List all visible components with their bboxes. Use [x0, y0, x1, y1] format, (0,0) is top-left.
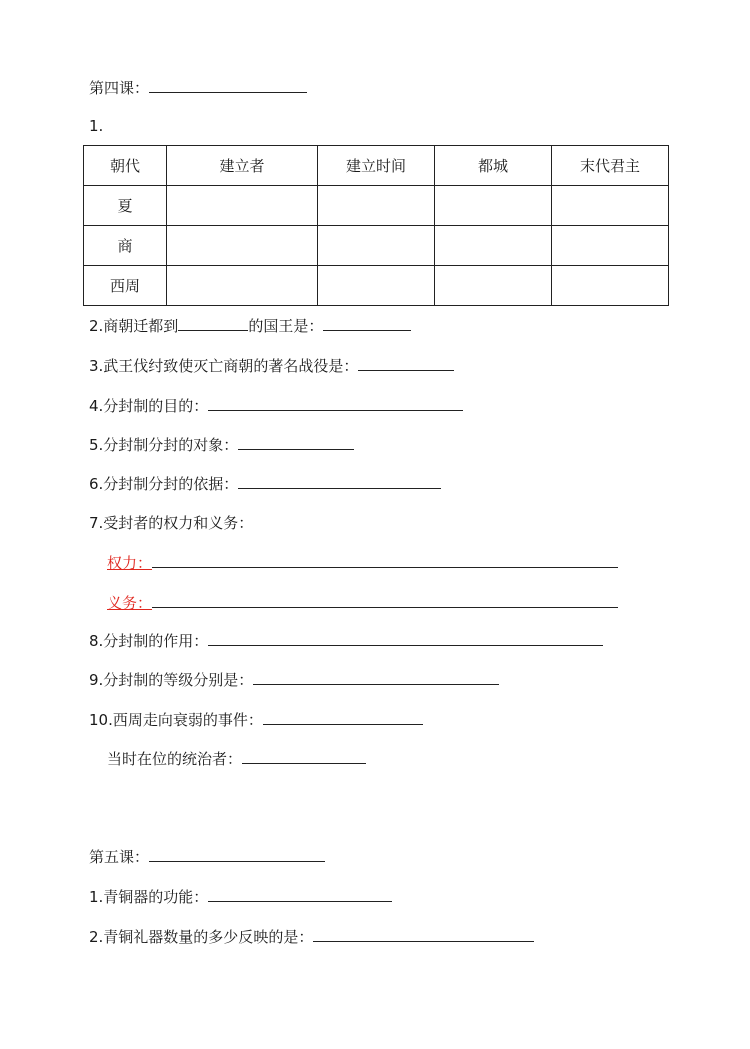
q4-text: 4.分封制的目的：	[89, 397, 209, 415]
q10-ruler-text: 当时在位的统治者：	[107, 750, 243, 768]
lesson4-title: 第四课：	[89, 79, 150, 97]
q9-row	[89, 668, 499, 690]
q2-king-blank[interactable]	[323, 314, 411, 331]
l5-q1-text: 1.青铜器的功能：	[89, 888, 209, 906]
q10-ruler-row	[107, 747, 366, 769]
dynasty-table	[83, 145, 669, 306]
q7-row	[89, 512, 253, 534]
table-row	[84, 186, 669, 226]
q5-blank[interactable]	[238, 433, 354, 450]
q2-capital-blank[interactable]	[178, 314, 248, 331]
l5-q2-row	[89, 925, 534, 947]
l5-q2-text: 2.青铜礼器数量的多少反映的是：	[89, 928, 314, 946]
dynasty-cell: 夏	[84, 186, 167, 226]
q8-blank[interactable]	[208, 629, 603, 646]
q3-row	[89, 354, 454, 376]
q5-row	[89, 433, 354, 455]
q3-text: 3.武王伐纣致使灭亡商朝的著名战役是：	[89, 357, 359, 375]
q10-ruler-blank[interactable]	[242, 747, 366, 764]
table-header-cell: 建立者	[167, 146, 318, 186]
answer-cell[interactable]	[435, 266, 552, 306]
table-header-cell: 都城	[435, 146, 552, 186]
q7-rights-row	[107, 551, 618, 573]
answer-cell[interactable]	[167, 226, 318, 266]
q4-blank[interactable]	[208, 394, 463, 411]
q2-row	[89, 314, 411, 336]
table-row	[84, 226, 669, 266]
table-header-cell: 朝代	[84, 146, 167, 186]
table-header-cell: 末代君主	[552, 146, 669, 186]
q4-row	[89, 394, 463, 416]
answer-cell[interactable]	[435, 186, 552, 226]
l5-q2-blank[interactable]	[313, 925, 534, 942]
lesson5-title: 第五课：	[89, 848, 150, 866]
q10-text: 10.西周走向衰弱的事件：	[89, 711, 263, 729]
q7-duties-row	[107, 591, 618, 613]
lesson5-title-blank[interactable]	[149, 845, 325, 862]
q2-prefix: 2.商朝迁都到	[89, 317, 179, 335]
answer-cell[interactable]	[552, 226, 669, 266]
answer-cell[interactable]	[318, 186, 435, 226]
answer-cell[interactable]	[552, 266, 669, 306]
dynasty-cell: 西周	[84, 266, 167, 306]
q10-blank[interactable]	[263, 708, 423, 725]
dynasty-cell: 商	[84, 226, 167, 266]
l5-q1-blank[interactable]	[208, 885, 392, 902]
answer-cell[interactable]	[552, 186, 669, 226]
lesson4-title-row	[89, 76, 307, 98]
q3-blank[interactable]	[358, 354, 454, 371]
q7-text: 7.受封者的权力和义务：	[89, 514, 254, 532]
answer-cell[interactable]	[318, 266, 435, 306]
q7-duties-blank[interactable]	[152, 591, 618, 608]
q9-blank[interactable]	[253, 668, 499, 685]
table-header-cell: 建立时间	[318, 146, 435, 186]
q7-duties-label: 义务：	[107, 594, 153, 612]
q6-text: 6.分封制分封的依据：	[89, 475, 239, 493]
q7-rights-label: 权力：	[107, 554, 153, 572]
q7-rights-blank[interactable]	[152, 551, 618, 568]
answer-cell[interactable]	[167, 266, 318, 306]
table-row	[84, 266, 669, 306]
q2-suffix: 的国王是：	[248, 317, 324, 335]
q1-label: 1.	[89, 117, 104, 135]
q9-text: 9.分封制的等级分别是：	[89, 671, 254, 689]
answer-cell[interactable]	[435, 226, 552, 266]
q5-text: 5.分封制分封的对象：	[89, 436, 239, 454]
lesson4-title-blank[interactable]	[149, 76, 307, 93]
lesson5-title-row	[89, 845, 325, 867]
q8-text: 8.分封制的作用：	[89, 632, 209, 650]
l5-q1-row	[89, 885, 392, 907]
q6-blank[interactable]	[238, 472, 441, 489]
q10-row	[89, 708, 423, 730]
answer-cell[interactable]	[167, 186, 318, 226]
q8-row	[89, 629, 603, 651]
answer-cell[interactable]	[318, 226, 435, 266]
table-header-row	[84, 146, 669, 186]
q6-row	[89, 472, 441, 494]
